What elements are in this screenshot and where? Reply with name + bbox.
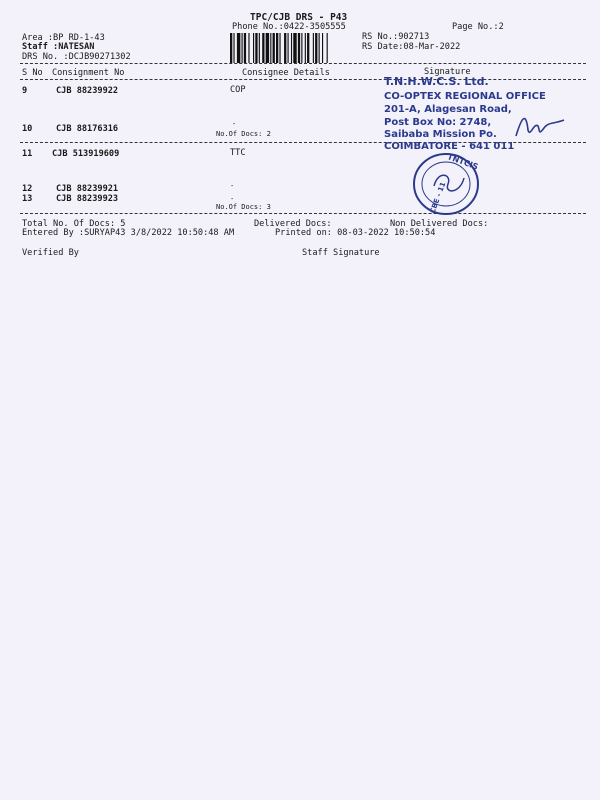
row-consignment: CJB 88239923 (56, 194, 119, 204)
page-number: Page No.:2 (452, 22, 504, 32)
barcode-bar (262, 33, 264, 63)
stamp-line: COIMBATORE - 641 011 (384, 141, 515, 152)
row-consignee: TTC (230, 148, 246, 158)
round-seal (408, 148, 490, 218)
stamp-line: T.N.H.W.C.S. Ltd. (384, 75, 489, 88)
barcode-bar (248, 33, 249, 63)
barcode-bar (293, 33, 296, 63)
verified-by-label: Verified By (22, 248, 79, 258)
printed-on: Printed on: 08-03-2022 10:50:54 (275, 228, 436, 238)
row-consignee: - (230, 195, 235, 203)
row-consignee: - (232, 120, 237, 128)
seal-top-text: TNTCIS (446, 152, 480, 172)
barcode-bar (305, 33, 306, 63)
staff-field: Staff :NATESAN (22, 42, 95, 52)
stamp-line: 201-A, Alagesan Road, (384, 104, 512, 115)
group-doc-count: No.Of Docs: 2 (216, 130, 271, 138)
row-consignment: CJB 88239922 (56, 86, 119, 96)
group-doc-count: No.Of Docs: 3 (216, 203, 271, 211)
row-consignment: CJB 88176316 (56, 124, 119, 134)
row-sno: 10 (22, 124, 33, 134)
delivered-docs: Delivered Docs: (254, 219, 332, 229)
barcode-bar (322, 33, 323, 63)
barcode-bar (327, 33, 328, 63)
barcode (230, 33, 356, 63)
seal-bottom-text: CBE - 11 (428, 180, 448, 215)
document-title: TPC/CJB DRS - P43 (250, 12, 348, 23)
barcode-bar (279, 33, 280, 63)
stamp-line: Post Box No: 2748, (384, 117, 492, 128)
barcode-bar (307, 33, 309, 63)
column-header-consignment: Consignment No (52, 68, 125, 78)
non-delivered-docs: Non Delivered Docs: (390, 219, 489, 229)
rs-date: RS Date:08-Mar-2022 (362, 42, 461, 52)
row-sno: 9 (22, 86, 28, 96)
total-docs: Total No. Of Docs: 5 (22, 219, 126, 229)
barcode-bar (266, 33, 269, 63)
row-sno: 12 (22, 184, 33, 194)
divider (20, 213, 586, 214)
row-consignment: CJB 513919609 (52, 149, 120, 159)
barcode-bar (315, 33, 317, 63)
column-header-signature: Signature (424, 67, 471, 77)
row-sno: 13 (22, 194, 33, 204)
entered-by: Entered By :SURYAP43 3/8/2022 10:50:48 AM (22, 228, 235, 238)
barcode-bar (233, 33, 234, 63)
staff-signature-label: Staff Signature (302, 248, 380, 258)
divider (20, 63, 586, 64)
phone-number: Phone No.:0422-3505555 (232, 22, 346, 32)
barcode-bar (276, 33, 278, 63)
barcode-bar (255, 33, 257, 63)
column-header-sno: S No (22, 68, 43, 78)
area-field: Area :BP RD-1-43 (22, 33, 105, 43)
row-consignment: CJB 88239921 (56, 184, 119, 194)
barcode-bar (259, 33, 260, 63)
row-consignee: COP (230, 85, 246, 95)
barcode-bar (244, 33, 246, 63)
row-consignee: - (230, 182, 235, 190)
barcode-bar (242, 33, 243, 63)
drs-number: DRS No. :DCJB90271302 (22, 52, 131, 62)
barcode-bar (253, 33, 254, 63)
handwritten-signature (508, 108, 568, 144)
barcode-bar (237, 33, 240, 63)
stamp-line: Saibaba Mission Po. (384, 129, 497, 140)
barcode-bar (230, 33, 232, 63)
barcode-bar (301, 33, 302, 63)
barcode-bar (291, 33, 292, 63)
stamp-line: CO-OPTEX REGIONAL OFFICE (384, 91, 546, 102)
column-header-consignee: Consignee Details (242, 68, 330, 78)
rs-number: RS No.:902713 (362, 32, 430, 42)
barcode-bar (313, 33, 314, 63)
barcode-bar (288, 33, 289, 63)
barcode-bar (270, 33, 271, 63)
barcode-bar (298, 33, 300, 63)
row-sno: 11 (22, 149, 33, 159)
barcode-bar (284, 33, 286, 63)
barcode-bar (273, 33, 275, 63)
barcode-bar (319, 33, 320, 63)
